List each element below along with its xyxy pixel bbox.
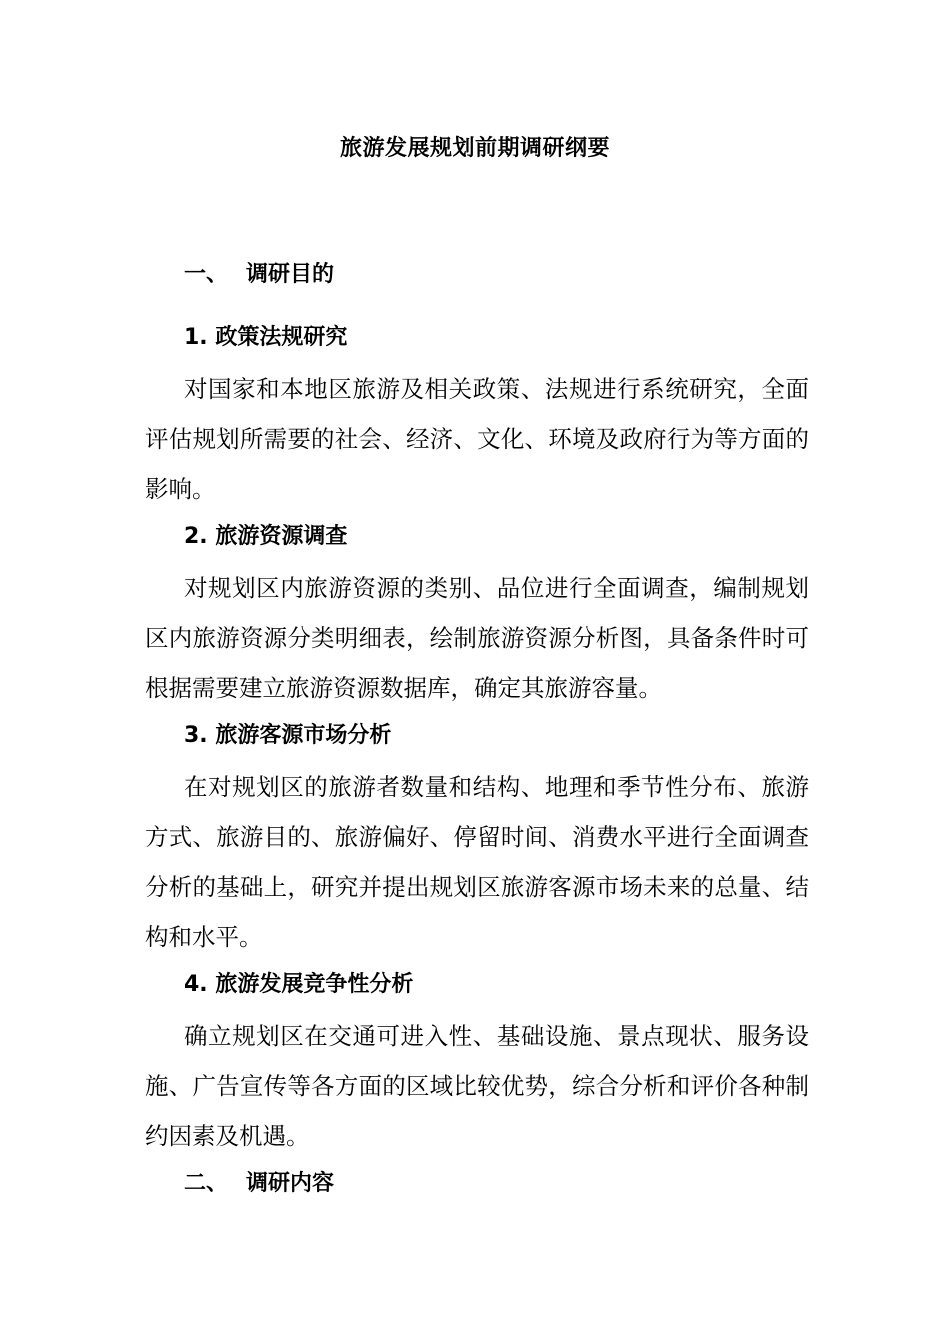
subheading-competitiveness-analysis: 4. 旅游发展竞争性分析 xyxy=(184,972,414,997)
paragraph-policy-research: 对国家和本地区旅游及相关政策、法规进行系统研究，全面评估规划所需要的社会、经济、文化、环境及政府行为等方面的影响。 xyxy=(145,375,809,503)
paragraph-resource-survey: 对规划区内旅游资源的类别、品位进行全面调查，编制规划区内旅游资源分类明细表，绘制旅游资源分析图，具备条件时可根据需要建立旅游资源数据库，确定其旅游容量。 xyxy=(145,574,809,702)
subheading-market-analysis: 3. 旅游客源市场分析 xyxy=(184,723,392,748)
paragraph-competitiveness-analysis: 确立规划区在交通可进入性、基础设施、景点现状、服务设施、广告宣传等各方面的区域比较优势，综合分析和评价各种制约因素及机遇。 xyxy=(145,1022,809,1150)
section-number: 一、 xyxy=(184,262,229,287)
section-number: 二、 xyxy=(184,1171,229,1196)
section-heading-content xyxy=(184,1168,334,1200)
document-title: 旅游发展规划前期调研纲要 xyxy=(339,136,610,161)
paragraph-market-analysis: 在对规划区的旅游者数量和结构、地理和季节性分布、旅游方式、旅游目的、旅游偏好、停留时间、消费水平进行全面调查分析的基础上，研究并提出规划区旅游客源市场未来的总量、结构和水平。 xyxy=(145,773,809,951)
subheading-policy-research: 1. 政策法规研究 xyxy=(184,325,348,350)
section-heading-purpose xyxy=(184,259,334,291)
section-title: 调研内容 xyxy=(246,1171,335,1196)
section-title: 调研目的 xyxy=(246,262,335,287)
subheading-resource-survey: 2. 旅游资源调查 xyxy=(184,524,348,549)
